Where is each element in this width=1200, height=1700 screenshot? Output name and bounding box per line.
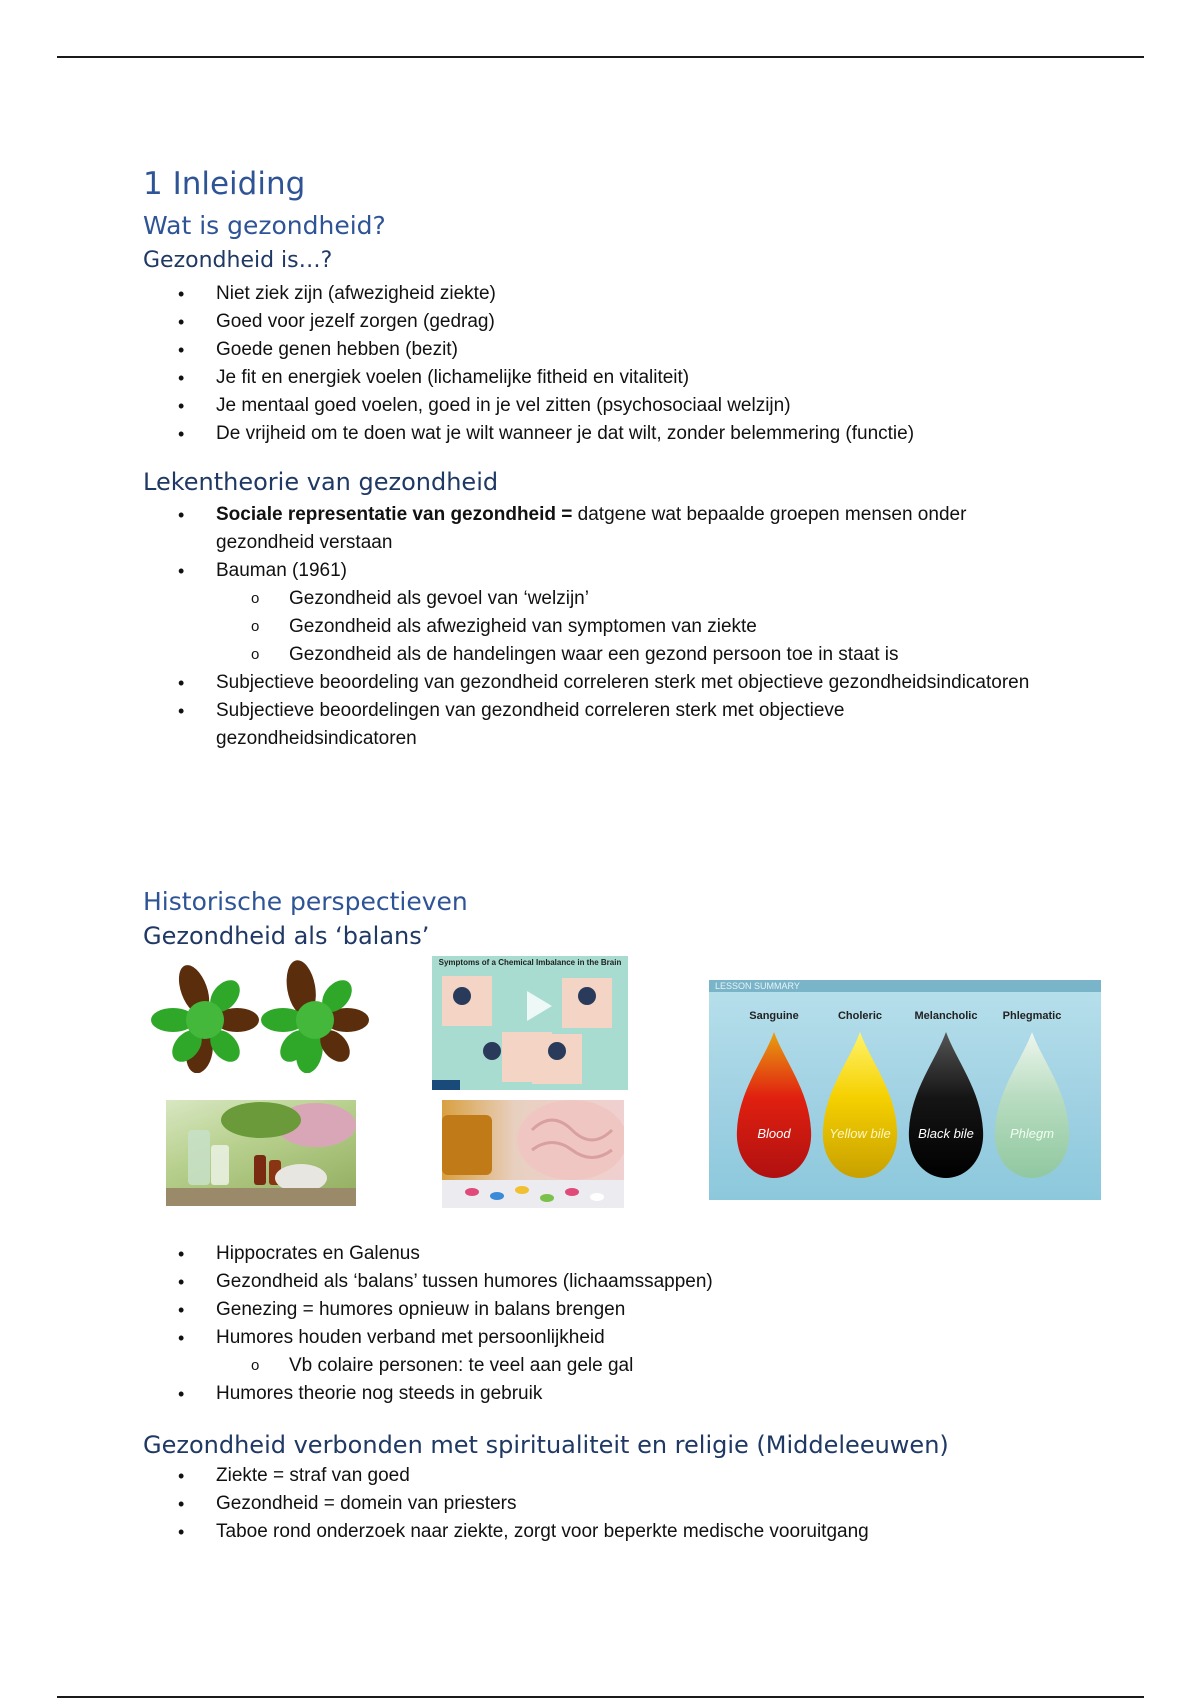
section-title-lekentheorie: Lekentheorie van gezondheid xyxy=(143,468,499,496)
list-item: • Humores theorie nog steeds in gebruik xyxy=(143,1380,1043,1408)
definition-text: datgene wat bepaalde groepen mensen onder gezondheid verstaan xyxy=(216,504,967,553)
list-item: • Gezondheid = domein van priesters xyxy=(143,1490,1043,1518)
list-item-text: Bauman (1961) xyxy=(216,560,347,581)
lesson-summary-humors-image xyxy=(709,980,1101,1200)
gezondheid-list xyxy=(143,280,1043,448)
herbal-remedies-photo xyxy=(166,1100,356,1206)
section-title-spiritualiteit: Gezondheid verbonden met spiritualiteit en religie (Middeleeuwen) xyxy=(143,1431,949,1459)
top-rule xyxy=(57,56,1144,58)
religie-list xyxy=(143,1462,1043,1546)
humor-name: Choleric xyxy=(837,1010,882,1022)
list-item: • Niet ziek zijn (afwezigheid ziekte) xyxy=(143,280,1043,308)
humor-fluid: Phlegm xyxy=(1009,1126,1055,1141)
bold-term: Sociale representatie van gezondheid = xyxy=(216,504,573,525)
chemical-imbalance-image xyxy=(432,956,628,1090)
bottom-rule xyxy=(57,1696,1144,1698)
humores-sublist xyxy=(216,1352,1043,1380)
chapter-heading: 1 Inleiding xyxy=(143,166,306,202)
list-item: • Hippocrates en Galenus xyxy=(143,1240,1043,1268)
humor-name: Melancholic xyxy=(914,1010,978,1022)
subsection-title-gezondheid-is: Gezondheid is…? xyxy=(143,248,333,273)
sub-list-item: o Gezondheid als afwezigheid van symptomen van ziekte xyxy=(216,613,1043,641)
lesson-summary-label: LESSON SUMMARY xyxy=(709,980,1101,992)
lekentheorie-list xyxy=(143,501,1043,753)
list-item: • Subjectieve beoordelingen van gezondheid correleren sterk met objectieve gezondheidsindicatoren xyxy=(143,697,1043,753)
sub-list-item: o Vb colaire personen: te veel aan gele gal xyxy=(216,1352,1043,1380)
subsection-title-balans: Gezondheid als ‘balans’ xyxy=(143,922,430,950)
list-item: • Gezondheid als ‘balans’ tussen humores (lichaamssappen) xyxy=(143,1268,1043,1296)
list-item xyxy=(143,557,1043,669)
list-item-text: Humores houden verband met persoonlijkheid xyxy=(216,1327,605,1348)
humor-name: Phlegmatic xyxy=(1002,1010,1062,1022)
list-item: • Je fit en energiek voelen (lichamelijke fitheid en vitaliteit) xyxy=(143,364,1043,392)
list-item: • Goed voor jezelf zorgen (gedrag) xyxy=(143,308,1043,336)
section-title-historische-perspectieven: Historische perspectieven xyxy=(143,887,468,916)
black-bile-drop xyxy=(909,1032,983,1178)
humor-fluid: Yellow bile xyxy=(829,1126,891,1141)
yellow-bile-drop xyxy=(823,1032,897,1178)
humors-flower-image xyxy=(150,958,375,1073)
list-item: • Ziekte = straf van goed xyxy=(143,1462,1043,1490)
section-title-wat-is-gezondheid: Wat is gezondheid? xyxy=(143,211,386,240)
list-item: • Genezing = humores opnieuw in balans brengen xyxy=(143,1296,1043,1324)
humor-fluid: Black bile xyxy=(918,1126,974,1141)
sub-list-item: o Gezondheid als de handelingen waar een gezond persoon toe in staat is xyxy=(216,641,1043,669)
historisch-list xyxy=(143,1240,1043,1408)
humor-fluid: Blood xyxy=(757,1126,791,1141)
pills-brain-photo xyxy=(442,1100,624,1208)
flower-illustration xyxy=(150,958,375,1073)
list-item: • De vrijheid om te doen wat je wilt wanneer je dat wilt, zonder belemmering (functie) xyxy=(143,420,1043,448)
chemical-imbalance-title: Symptoms of a Chemical Imbalance in the Brain xyxy=(438,958,622,967)
phlegm-drop xyxy=(995,1032,1069,1178)
chemical-imbalance-panels xyxy=(432,956,628,1090)
sub-list-item: o Gezondheid als gevoel van ‘welzijn’ xyxy=(216,585,1043,613)
list-item: • Taboe rond onderzoek naar ziekte, zorgt voor beperkte medische vooruitgang xyxy=(143,1518,1043,1546)
blood-drop xyxy=(737,1032,811,1178)
list-item: • Subjectieve beoordeling van gezondheid correleren sterk met objectieve gezondheidsindicatoren xyxy=(143,669,1043,697)
herbs-illustration xyxy=(166,1100,356,1206)
list-item: • Je mentaal goed voelen, goed in je vel zitten (psychosociaal welzijn) xyxy=(143,392,1043,420)
list-item xyxy=(143,501,1043,557)
bauman-sublist xyxy=(216,585,1043,669)
list-item xyxy=(143,1324,1043,1380)
pills-brain-illustration xyxy=(442,1100,624,1208)
humor-name: Sanguine xyxy=(749,1010,799,1022)
list-item: • Goede genen hebben (bezit) xyxy=(143,336,1043,364)
